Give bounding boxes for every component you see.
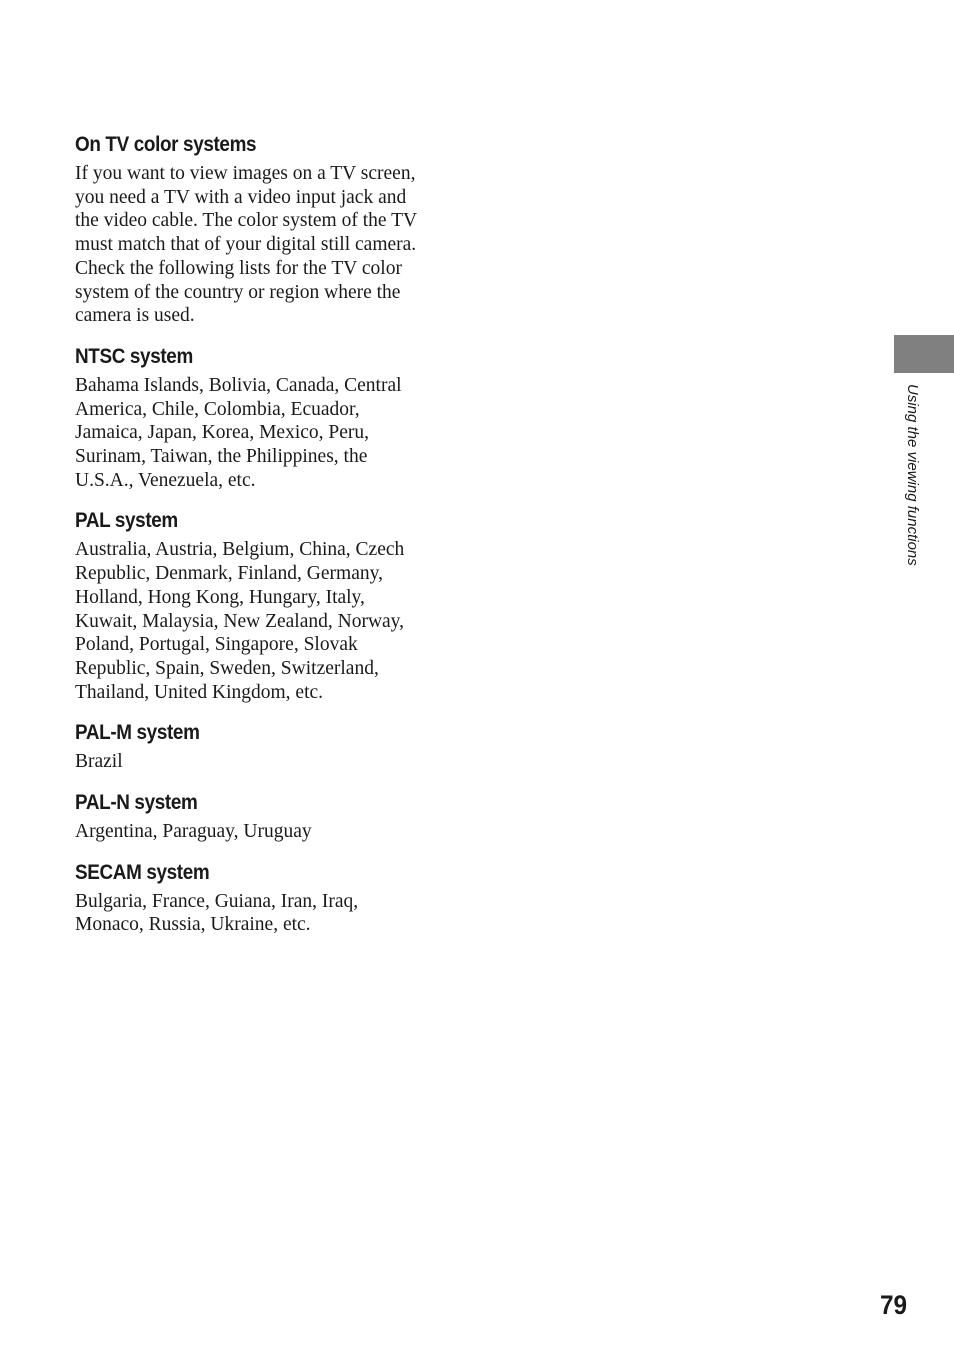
body-line: Bulgaria, France, Guiana, Iran, Iraq,	[75, 890, 359, 912]
body-line: Holland, Hong Kong, Hungary, Italy,	[75, 586, 365, 608]
body-line: the video cable. The color system of the TV	[75, 210, 418, 232]
chapter-tab-marker	[894, 335, 954, 373]
body-line: Jamaica, Japan, Korea, Mexico, Peru,	[75, 422, 370, 444]
chapter-side-label: Using the viewing functions	[904, 384, 921, 566]
body-line: If you want to view images on a TV screen,	[75, 163, 416, 184]
body-line: Republic, Denmark, Finland, Germany,	[75, 563, 383, 585]
section-heading: PAL-N system	[75, 791, 198, 815]
section-body	[75, 374, 455, 493]
section-body	[75, 750, 455, 774]
body-line: Argentina, Paraguay, Uruguay	[75, 821, 312, 843]
body-line: Australia, Austria, Belgium, China, Czech	[75, 539, 405, 561]
body-line: system of the country or region where the	[75, 281, 401, 303]
section-heading: On TV color systems	[75, 133, 257, 156]
section-body	[75, 820, 455, 844]
section-heading: PAL-M system	[75, 721, 200, 745]
body-line: Monaco, Russia, Ukraine, etc.	[75, 914, 311, 936]
body-line: Bahama Islands, Bolivia, Canada, Central	[75, 374, 402, 396]
section-pal-m-system	[75, 718, 455, 774]
body-line: America, Chile, Colombia, Ecuador,	[75, 398, 360, 420]
section-heading: SECAM system	[75, 860, 210, 884]
section-heading: NTSC system	[75, 344, 193, 368]
section-heading: PAL system	[75, 509, 178, 533]
body-line: you need a TV with a video input jack and	[75, 186, 407, 208]
body-line: Republic, Spain, Sweden, Switzerland,	[75, 657, 379, 679]
section-body	[75, 538, 455, 704]
page-number: 79	[880, 1290, 908, 1320]
section-ntsc-system	[75, 342, 455, 493]
section-body	[75, 162, 455, 328]
body-line: Thailand, United Kingdom, etc.	[75, 681, 324, 703]
body-line: Brazil	[75, 751, 123, 773]
body-line: Check the following lists for the TV color	[75, 257, 402, 279]
section-on-tv-color-systems	[75, 130, 455, 328]
section-pal-n-system	[75, 788, 455, 844]
body-line: Poland, Portugal, Singapore, Slovak	[75, 634, 358, 656]
section-pal-system	[75, 506, 455, 704]
body-line: U.S.A., Venezuela, etc.	[75, 469, 256, 491]
body-line: must match that of your digital still camera.	[75, 234, 417, 256]
section-secam-system	[75, 858, 455, 937]
body-line: camera is used.	[75, 305, 195, 327]
section-body	[75, 890, 455, 937]
page-content	[75, 130, 455, 951]
body-line: Surinam, Taiwan, the Philippines, the	[75, 446, 368, 468]
body-line: Kuwait, Malaysia, New Zealand, Norway,	[75, 610, 405, 632]
